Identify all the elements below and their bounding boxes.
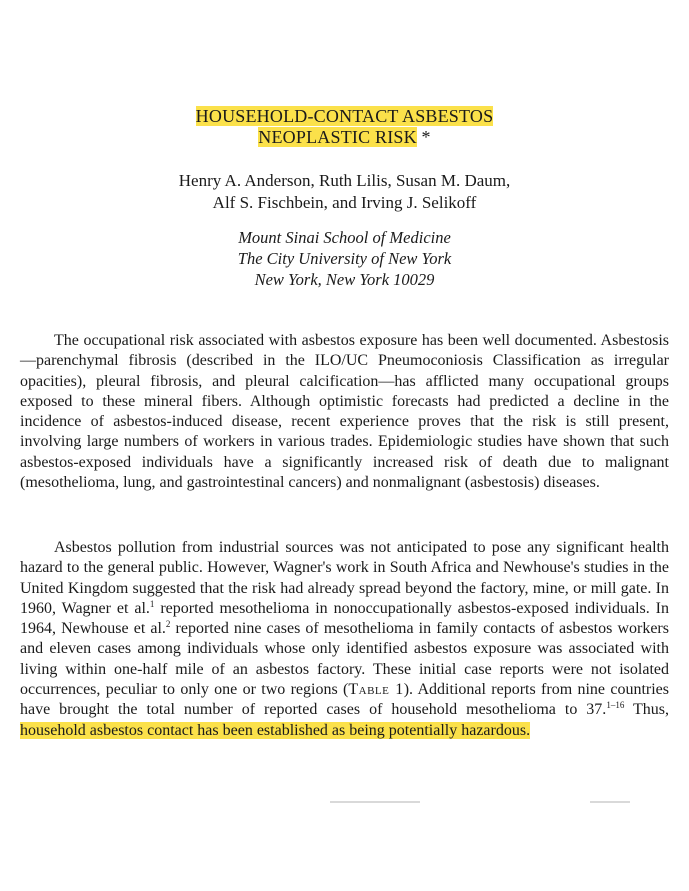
citation-ref-range: 1–16 (606, 700, 625, 711)
table-reference: Table 1 (348, 681, 404, 699)
paragraph-2-text-3: reported nine cases of mesothelioma in family contacts of asbestos workers and eleven cases among individuals whose only identified asbestos exposure was associated with living within one-half mile of an asbestos factory. These initial case reports were not isolated occurrences, peculiar to only one or two regions ( (20, 620, 669, 699)
affiliation-line-3: New York, New York 10029 (254, 270, 435, 289)
paragraph-2-text-1: Asbestos pollution from industrial sources was not anticipated to pose any significant health hazard to the general public. However, Wagner's work in South Africa and Newhouse's studies in the United Kingdom suggested that the risk had already spread beyond the factory, mine, or mill gate. In 1960, Wagner et al. (20, 539, 669, 617)
highlighted-conclusion: household asbestos contact has been established as being potentially hazardous. (20, 721, 531, 739)
authors-line-2: Alf S. Fischbein, and Irving J. Selikoff (212, 193, 477, 212)
paragraph-2-text-5: Thus, (624, 701, 670, 719)
title-footnote-asterisk: * (421, 127, 431, 147)
body-paragraph-1: The occupational risk associated with asbestos exposure has been well documented. Asbestosis—parenchymal fibrosis (described in the ILO/UC Pneumoconiosis Classification as irregular opacities), pleural fibrosis, and pleural calcification—has afflicted many occupational groups exposed to these mineral fibers. Although optimistic forecasts had predicted a decline in the incidence of asbestos-induced disease, recent experience proves that the risk is still present, involving large numbers of workers in various trades. Epidemiologic studies have shown that such asbestos-exposed individuals have a significantly increased risk of death due to malignant (mesothelioma, lung, and gastrointestinal cancers) and nonmalignant (asbestosis) diseases. (20, 332, 669, 492)
body-paragraph-2 (20, 538, 669, 741)
paragraph-2-text-2: reported mesothelioma in nonoccupationally asbestos-exposed individuals. In 1964, Newhouse et al. (20, 599, 670, 638)
citation-ref-2: 2 (165, 619, 171, 630)
cropped-next-line-fragment (330, 801, 420, 803)
affiliation-line-2: The City University of New York (237, 249, 452, 268)
citation-ref-1: 1 (149, 598, 155, 609)
affiliation-line-1: Mount Sinai School of Medicine (238, 228, 451, 247)
cropped-next-line-fragment (590, 801, 630, 803)
title-line-2: NEOPLASTIC RISK (258, 127, 417, 147)
title-line-1: HOUSEHOLD-CONTACT ASBESTOS (195, 106, 494, 126)
paragraph-2-text-4: ). Additional reports from nine countries have brought the total number of reported cases of household mesothelioma to 37. (20, 681, 670, 719)
authors-line-1: Henry A. Anderson, Ruth Lilis, Susan M. Daum, (178, 171, 511, 190)
